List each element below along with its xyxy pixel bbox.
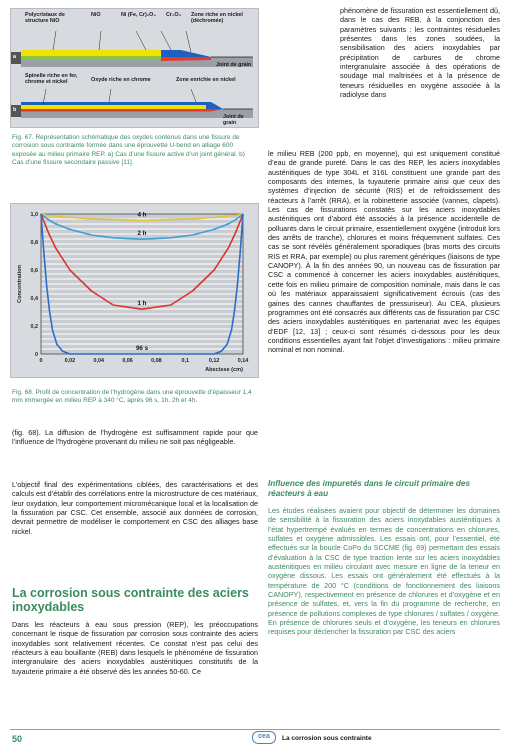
left-paragraph-2: L’objectif final des expérimentations ciblées, des caractérisations et des calculs est d’établir des corrélations entre la microstructure de ces matériaux, leur oxydation, leur comportement micromécanique local et la localisation de la fissuration par CSC. Cet ensemble, associé aux données de corrosion, devrait permettre de modéliser le comportement en CSC des alliages base nickel. <box>12 480 258 536</box>
figure-67-diagram <box>11 9 258 127</box>
panel-a-label: a <box>13 54 16 60</box>
y-axis-label: Concentration <box>17 265 23 303</box>
x-tick-label: 0,1 <box>181 358 190 364</box>
left-paragraph-1: (fig. 68). La diffusion de l’hydrogène est suffisamment rapide pour que l’influence de l’hydrogène provenant du milieu ne soit pas négligeable. <box>12 428 258 447</box>
x-tick-label: 0,08 <box>151 358 162 364</box>
right-paragraph-1: phénomène de fissuration est essentiellement dû, dans le cas des REB, à la conjonction des paramètres suivants : les contraintes résiduelles présentes dans les zones soudées, la sensibilisation des aciers inoxydables par précipitation de carbures de chrome intergranulaire associée à des opérations de soudage mal maîtrisées et à la présence de teneurs résiduelles en oxygène associée à la radiolyse dans <box>340 6 500 100</box>
label-zone-riche: Zone riche en nickel (déchromée) <box>191 12 243 24</box>
figure-68-box <box>10 203 259 378</box>
x-tick-label: 0 <box>39 358 43 364</box>
cea-logo-text: cea <box>258 733 270 740</box>
label-cr2o3: Cr₂O₃ <box>166 12 182 18</box>
series-label: 2 h <box>137 230 147 238</box>
layer-a-green <box>21 56 171 60</box>
panel-b-label: b <box>13 107 17 113</box>
y-tick-label: 0,6 <box>30 268 38 274</box>
label-nio: NiO <box>91 12 101 18</box>
y-tick-label: 0,2 <box>30 324 38 330</box>
page-number: 50 <box>12 734 23 744</box>
running-title: La corrosion sous contrainte <box>282 735 372 742</box>
left-paragraph-3: Dans les réacteurs à eau sous pression (REP), les préoccupations concernant le risque de fissuration par corrosion sous contrainte des aciers inoxydables sont relativement récentes. Ce constat n’est pas celui des réacteurs à eau bouillante (REB) dans lesquels le phénomène de fissuration intergranulaire des aciers inoxydables austénitiques constitutifs de la tuyauterie primaire a été observé dès les années 50-60. Ce <box>12 620 258 676</box>
x-tick-label: 0,04 <box>93 358 104 364</box>
x-tick-label: 0,12 <box>208 358 220 364</box>
figure-67-caption: Fig. 67. Représentation schématique des oxydes contenus dans une fissure de corrosion sous contrainte formée dans une éprouvette U-bend en alliage 600 exposée au milieu primaire REP. a) Cas d’une fissure active d’un joint général. b) Cas d’une fissure secondaire passive [11]. <box>12 134 245 167</box>
hydrogen-concentration-chart <box>11 204 258 377</box>
label-joint-a: Joint de grain <box>216 62 252 68</box>
x-axis-label: Abscisse (cm) <box>205 367 243 373</box>
section-title: La corrosion sous contrainte des aciers inoxydables <box>12 586 249 614</box>
label-ni-fe: Ni (Fe, Cr)₂O₄ <box>121 12 156 18</box>
y-tick-label: 0 <box>35 352 38 358</box>
layer-b-red <box>21 109 206 112</box>
label-polycristaux: Polycristaux de structure NiO <box>25 12 65 24</box>
cea-logo <box>252 731 276 744</box>
right-paragraph-3: Les études réalisées avaient pour objectif de déterminer les domaines de sensibilité à la fissuration des aciers inoxydables austénitiques à l’état hypertrempé évalués en termes de concentrations en chlorures, sulfates et oxygène admissibles. Les essais ont, pour l’essentiel, été effectués sur la boucle CoPo du SCCME (fig. 69) permettant des essais d’évaluation à la CSC de type traction lente sur les aciers inoxydables austénitiques en milieu circulant avec mesure en ligne de la teneur en oxygène dissous. Les essais ont généralement été effectués à la température de 200 °C (conditions de fonctionnement des liaisons CANOPY), respectivement en présence de chlorures et d’oxygène et en présence de sulfates, et, vers la fin du programme de recherche, en présence de pollutions complexes de type chlorures / sulfates / oxygène. En présence de chlorures seuls et d’oxygène, les teneurs en chlorures requises pour déclencher la fissuration par CSC des aciers <box>268 506 500 637</box>
figure-67-box <box>10 8 259 128</box>
footer-rule <box>10 729 500 730</box>
figure-68-caption: Fig. 68. Profil de concentration de l’hydrogène dans une éprouvette d’épaisseur 1,4 mm immergée en milieu REP à 340 °C, après 96 s, 1h, 2h et 4h. <box>12 389 252 405</box>
label-spinelle: Spinelle riche en fer, chrome et nickel <box>25 73 78 85</box>
label-oxyde-chrome: Oxyde riche en chrome <box>91 77 151 83</box>
series-label: 4 h <box>137 211 147 219</box>
y-tick-label: 1,0 <box>30 212 38 218</box>
series-label: 1 h <box>137 300 147 308</box>
x-tick-label: 0,02 <box>64 358 76 364</box>
right-paragraph-2: le milieu REB (200 ppb, en moyenne), qui est uniquement constitué d’eau de grande pureté. Dans le cas des REP, les aciers inoxydables austénitiques de type 304L et 316L constituent une grande part des composants des internes, la tuyauterie primaire ainsi que ceux des systèmes d’injection de sécurité (RIS) et de refroidissement des réacteurs à l’arrêt (RRA), et la robinetterie associée (vannes, clapets). Les cas de fissurations constatés sur les aciers inoxydables austénitiques ont d’abord été associés à la présence accidentelle de polluants dans le circuit primaire, essentiellement oxygène (introduit lors des arrêts de tranche), chlorures et moins fréquemment sulfates. Ces cas se sont révélés généralement sporadiques (bras morts des circuits RIS et RRA, par exemple) ou plus rarement génériques (liaisons de type CANOPY). À la fin des années 90, un nouveau cas de fissuration par CSC a commencé à concerner les aciers inoxydables austénitiques, cette fois en milieu primaire de composition nominale, mais dans le cas où les matériaux apparaissaient significativement écrouis (cas des gaines des cannes chauffantes de pressuriseur). Au CEA, plusieurs programmes ont été consacrés aux différents cas de fissuration par CSC des aciers inoxydables austénitiques en partenariat avec les équipes d’EDF [12, 13] ; ceux-ci sont résumés ci-dessous pour les deux conditions essentielles ayant fait l’objet d’investigations : milieu primaire nominal et non nominal. <box>268 149 500 355</box>
layer-b-yellow <box>21 105 206 109</box>
label-zone-enrichie: Zone enrichie en nickel <box>176 77 236 83</box>
x-tick-label: 0,14 <box>237 358 249 364</box>
label-joint-b: Joint de grain <box>223 114 244 126</box>
y-tick-label: 0,4 <box>30 296 38 302</box>
layer-a-blue-wedge <box>161 50 211 57</box>
x-tick-label: 0,06 <box>122 358 133 364</box>
layer-b-blue <box>21 102 206 105</box>
sub-section-title: Influence des impuretés dans le circuit primaire des réacteurs à eau <box>268 479 471 498</box>
layer-a-yellow <box>21 50 171 56</box>
layer-b-blue-tip <box>206 102 223 109</box>
series-label: 96 s <box>135 345 149 352</box>
y-tick-label: 0,8 <box>30 240 38 246</box>
